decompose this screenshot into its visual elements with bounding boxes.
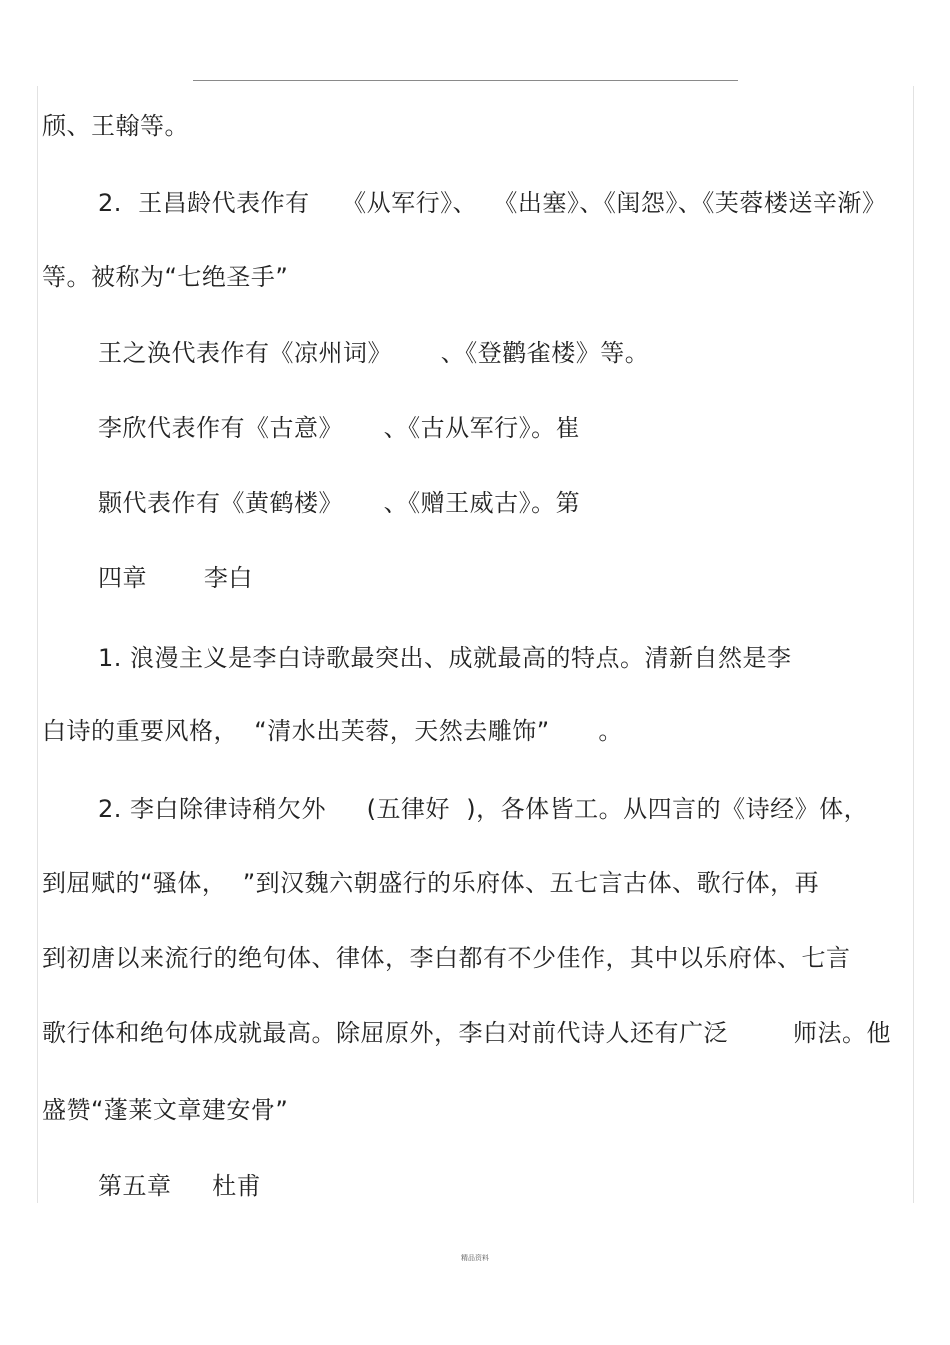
- chapter-heading: 四章 李白: [98, 564, 253, 592]
- text-line: 歌行体和绝句体成就最高。除屈原外，李白对前代诗人还有广泛 师法。他: [42, 1019, 892, 1047]
- chapter-heading: 第五章 杜甫: [98, 1172, 262, 1200]
- text-line: 2. 王昌龄代表作有 《从军行》、 《出塞》、《闺怨》、《芙蓉楼送辛渐》: [98, 189, 887, 217]
- header-rule: [193, 80, 738, 81]
- text-line: 到初唐以来流行的绝句体、律体，李白都有不少佳作，其中以乐府体、七言: [42, 944, 851, 972]
- text-line: 颀、王翰等。: [42, 112, 189, 140]
- text-line: 白诗的重要风格， “清水出芙蓉，天然去雕饰” 。: [42, 717, 623, 745]
- text-line: 盛赞“蓬莱文章建安骨”: [42, 1096, 289, 1124]
- text-line: 等。被称为“七绝圣手”: [42, 263, 289, 291]
- page-footer: 精品资料: [461, 1254, 489, 1262]
- left-margin-rule: [37, 86, 38, 1203]
- text-line: 李欣代表作有《古意》 、《古从军行》。崔: [98, 414, 581, 442]
- text-line: 王之涣代表作有《凉州词》 、《登鹳雀楼》等。: [98, 339, 650, 367]
- text-line: 颢代表作有《黄鹤楼》 、《赠王威古》。第: [98, 489, 581, 517]
- right-margin-rule: [913, 86, 914, 1203]
- text-line: 1. 浪漫主义是李白诗歌最突出、成就最高的特点。清新自然是李: [98, 644, 792, 672]
- text-line: 到屈赋的“骚体， ”到汉魏六朝盛行的乐府体、五七言古体、歌行体，再: [42, 869, 820, 897]
- text-line: 2. 李白除律诗稍欠外 (五律好 )，各体皆工。从四言的《诗经》体，: [98, 795, 869, 823]
